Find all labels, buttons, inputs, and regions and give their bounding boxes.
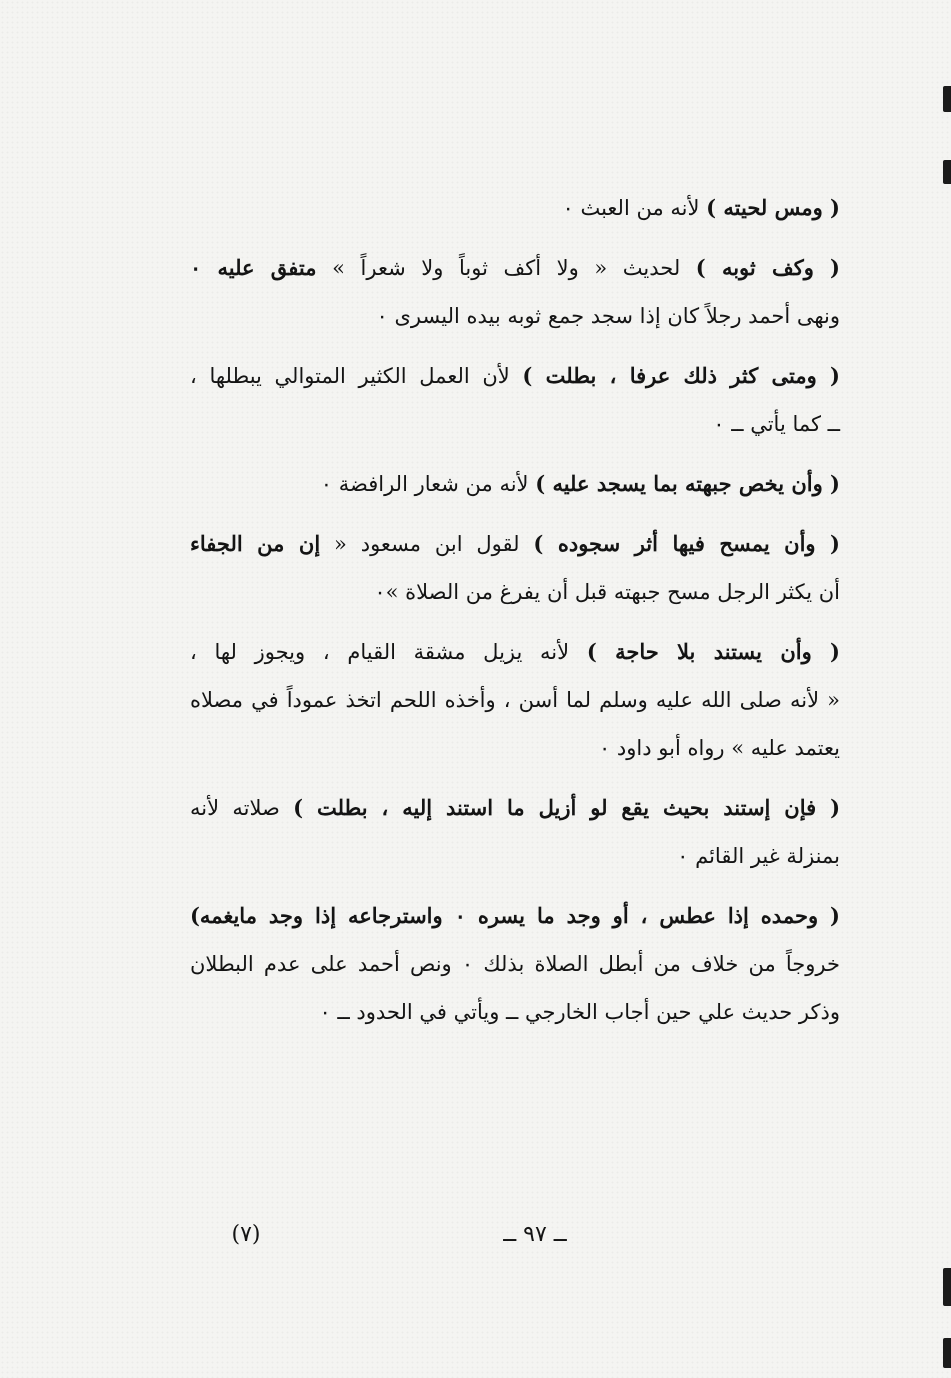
bold-phrase: إن من الجفاء	[190, 531, 321, 556]
bold-phrase: ( وأن يمسح فيها أثر سجوده )	[533, 531, 840, 556]
scan-edge-mark	[943, 1338, 951, 1368]
line-text: لأنه من شعار الرافضة ٠	[320, 472, 536, 496]
text-line	[190, 784, 840, 832]
bold-phrase: ( وكف ثوبه )	[695, 255, 840, 280]
bold-phrase: ( وحمده إذا عطس ، أو وجد ما يسره ٠ واسترجاعه إذا وجد مايغمه)	[190, 903, 840, 928]
text-line	[190, 400, 840, 448]
line-text: ــ كما يأتي ــ ٠	[713, 412, 840, 436]
line-text: أن يكثر الرجل مسح جبهته قبل أن يفرغ من الصلاة »٠	[374, 580, 840, 604]
paragraph	[190, 784, 840, 880]
line-text: ونهى أحمد رجلاً كان إذا سجد جمع ثوبه بيده اليسرى ٠	[376, 304, 840, 328]
paragraph	[190, 628, 840, 772]
text-line	[190, 628, 840, 676]
bold-phrase: ( فإن إستند بحيث يقع لو أزيل ما استند إليه ، بطلت )	[293, 795, 840, 820]
line-text: خروجاً من خلاف من أبطل الصلاة بذلك ٠ ونص أحمد على عدم البطلان	[190, 952, 840, 976]
line-text: وذكر حديث علي حين أجاب الخارجي ــ ويأتي في الحدود ــ ٠	[319, 1000, 840, 1024]
line-text: صلاته لأنه	[190, 796, 294, 820]
text-line	[190, 184, 840, 232]
text-line	[190, 676, 840, 724]
line-text: لأن العمل الكثير المتوالي يبطلها ،	[190, 364, 523, 388]
text-line	[190, 292, 840, 340]
bold-phrase: ( ومتى كثر ذلك عرفا ، بطلت )	[522, 363, 840, 388]
paragraph	[190, 460, 840, 508]
paragraph	[190, 352, 840, 448]
bold-phrase: ( ومس لحيته )	[706, 195, 840, 220]
text-line	[190, 988, 840, 1036]
text-line	[190, 832, 840, 880]
line-text: لأنه من العبث ٠	[562, 196, 707, 220]
paragraph	[190, 892, 840, 1036]
line-text: يعتمد عليه » رواه أبو داود ٠	[598, 736, 840, 760]
paragraph	[190, 520, 840, 616]
text-line	[190, 724, 840, 772]
paragraph	[190, 244, 840, 340]
signature-mark: (٧)	[231, 1222, 261, 1247]
paragraph	[190, 184, 840, 232]
bold-phrase: ( وأن يخص جبهته بما يسجد عليه )	[535, 471, 840, 496]
bold-phrase: ( وأن يستند بلا حاجة )	[586, 639, 840, 664]
text-line	[190, 244, 840, 292]
text-line	[190, 892, 840, 940]
body-text	[190, 184, 840, 1048]
line-text: « لأنه صلى الله عليه وسلم لما أسن ، وأخذه اللحم اتخذ عموداً في مصلاه	[190, 688, 840, 712]
text-line	[190, 940, 840, 988]
text-line	[190, 568, 840, 616]
line-text: لقول ابن مسعود «	[320, 532, 534, 556]
line-text: بمنزلة غير القائم ٠	[677, 844, 840, 868]
text-line	[190, 352, 840, 400]
bold-phrase: متفق عليه ٠	[190, 255, 317, 280]
page-number: ــ ٩٧ ــ	[503, 1222, 567, 1247]
text-line	[190, 460, 840, 508]
scan-edge-mark	[943, 1268, 951, 1306]
line-text: لأنه يزيل مشقة القيام ، ويجوز لها ،	[190, 640, 587, 664]
text-line	[190, 520, 840, 568]
line-text: لحديث « ولا أكف ثوباً ولا شعراً »	[316, 256, 696, 280]
scan-edge-mark	[943, 160, 951, 184]
scan-edge-mark	[943, 86, 951, 112]
